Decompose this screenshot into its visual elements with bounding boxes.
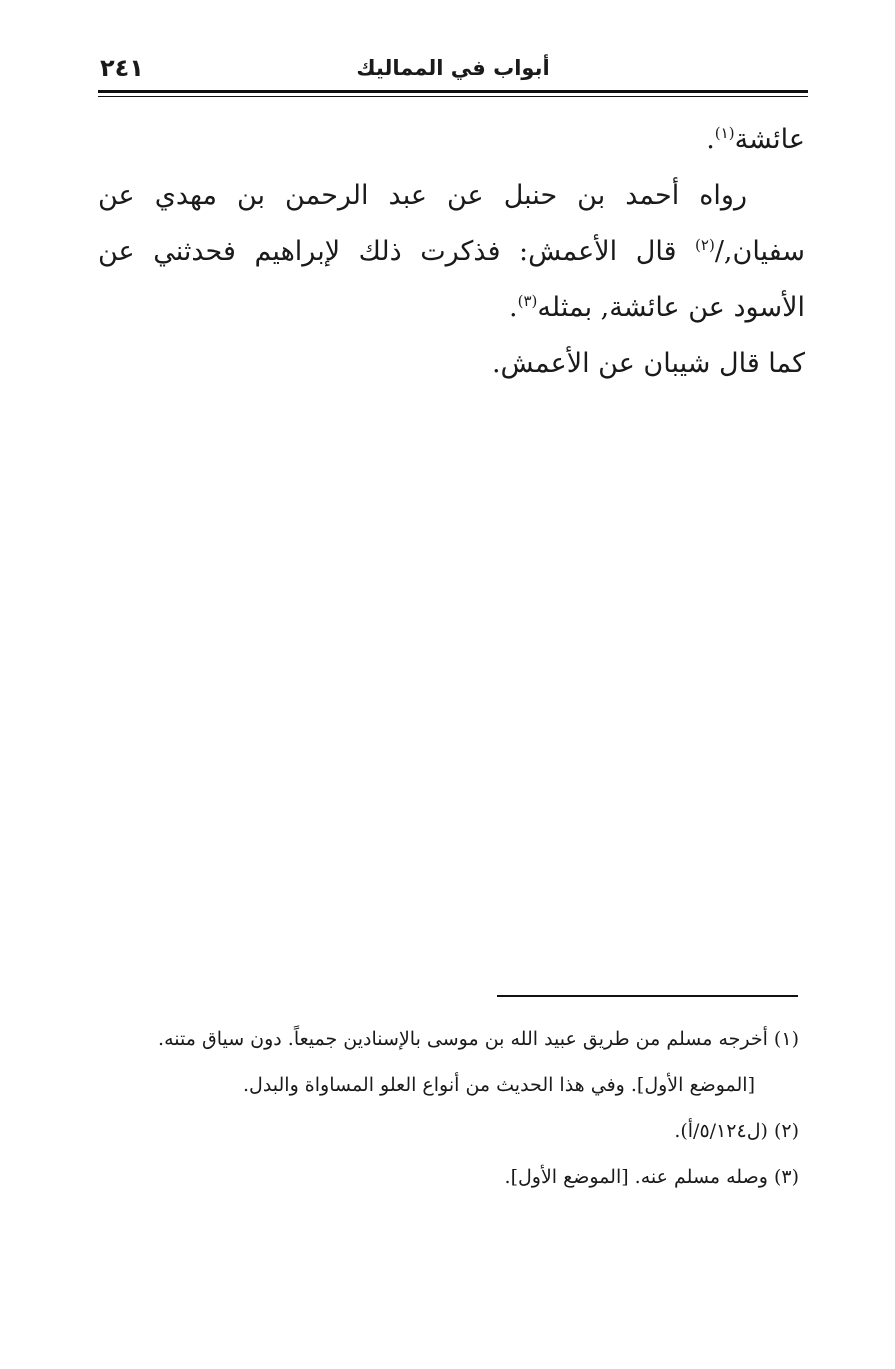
- header-rule-thick: [98, 90, 808, 93]
- running-header: [98, 52, 808, 92]
- page-number: ٢٤١: [100, 54, 144, 82]
- text-line-1-body: عائشة: [734, 124, 805, 155]
- text-paragraph-2: [98, 168, 805, 336]
- footnote-marker-3: (٣): [517, 292, 538, 310]
- text-line-1-end: .: [706, 124, 715, 155]
- header-title: أبواب في المماليك: [356, 56, 550, 80]
- header-rule-thin: [98, 96, 808, 97]
- footnote-separator: [497, 995, 798, 997]
- footnote-1: (١) أخرجه مسلم من طريق عبيد الله بن موسى بالإسنادين جميعاً. دون سياق متنه.: [158, 1028, 799, 1050]
- text-paragraph-2-part-1: رواه أحمد بن حنبل عن عبد الرحمن بن مهدي عن سفيان,/: [98, 180, 805, 267]
- footnote-marker-1: (١): [714, 124, 735, 142]
- text-line-4: كما قال شيبان عن الأعمش.: [491, 348, 805, 379]
- text-paragraph-2-end: .: [509, 292, 518, 323]
- footnote-1-continuation: [الموضع الأول]. وفي هذا الحديث من أنواع العلو المساواة والبدل.: [242, 1074, 755, 1096]
- text-line-1: [98, 112, 805, 168]
- text-paragraph-2-part-2: قال الأعمش: فذكرت ذلك لإبراهيم فحدثني عن الأسود عن عائشة, بمثله: [98, 236, 805, 323]
- footnotes: [96, 1016, 799, 1200]
- footnote-3: (٣) وصله مسلم عنه. [الموضع الأول].: [504, 1166, 799, 1188]
- footnote-2: (٢) (ل٥/١٢٤/أ).: [674, 1120, 799, 1142]
- main-text: [98, 112, 805, 392]
- footnote-marker-2: (٢): [695, 236, 715, 254]
